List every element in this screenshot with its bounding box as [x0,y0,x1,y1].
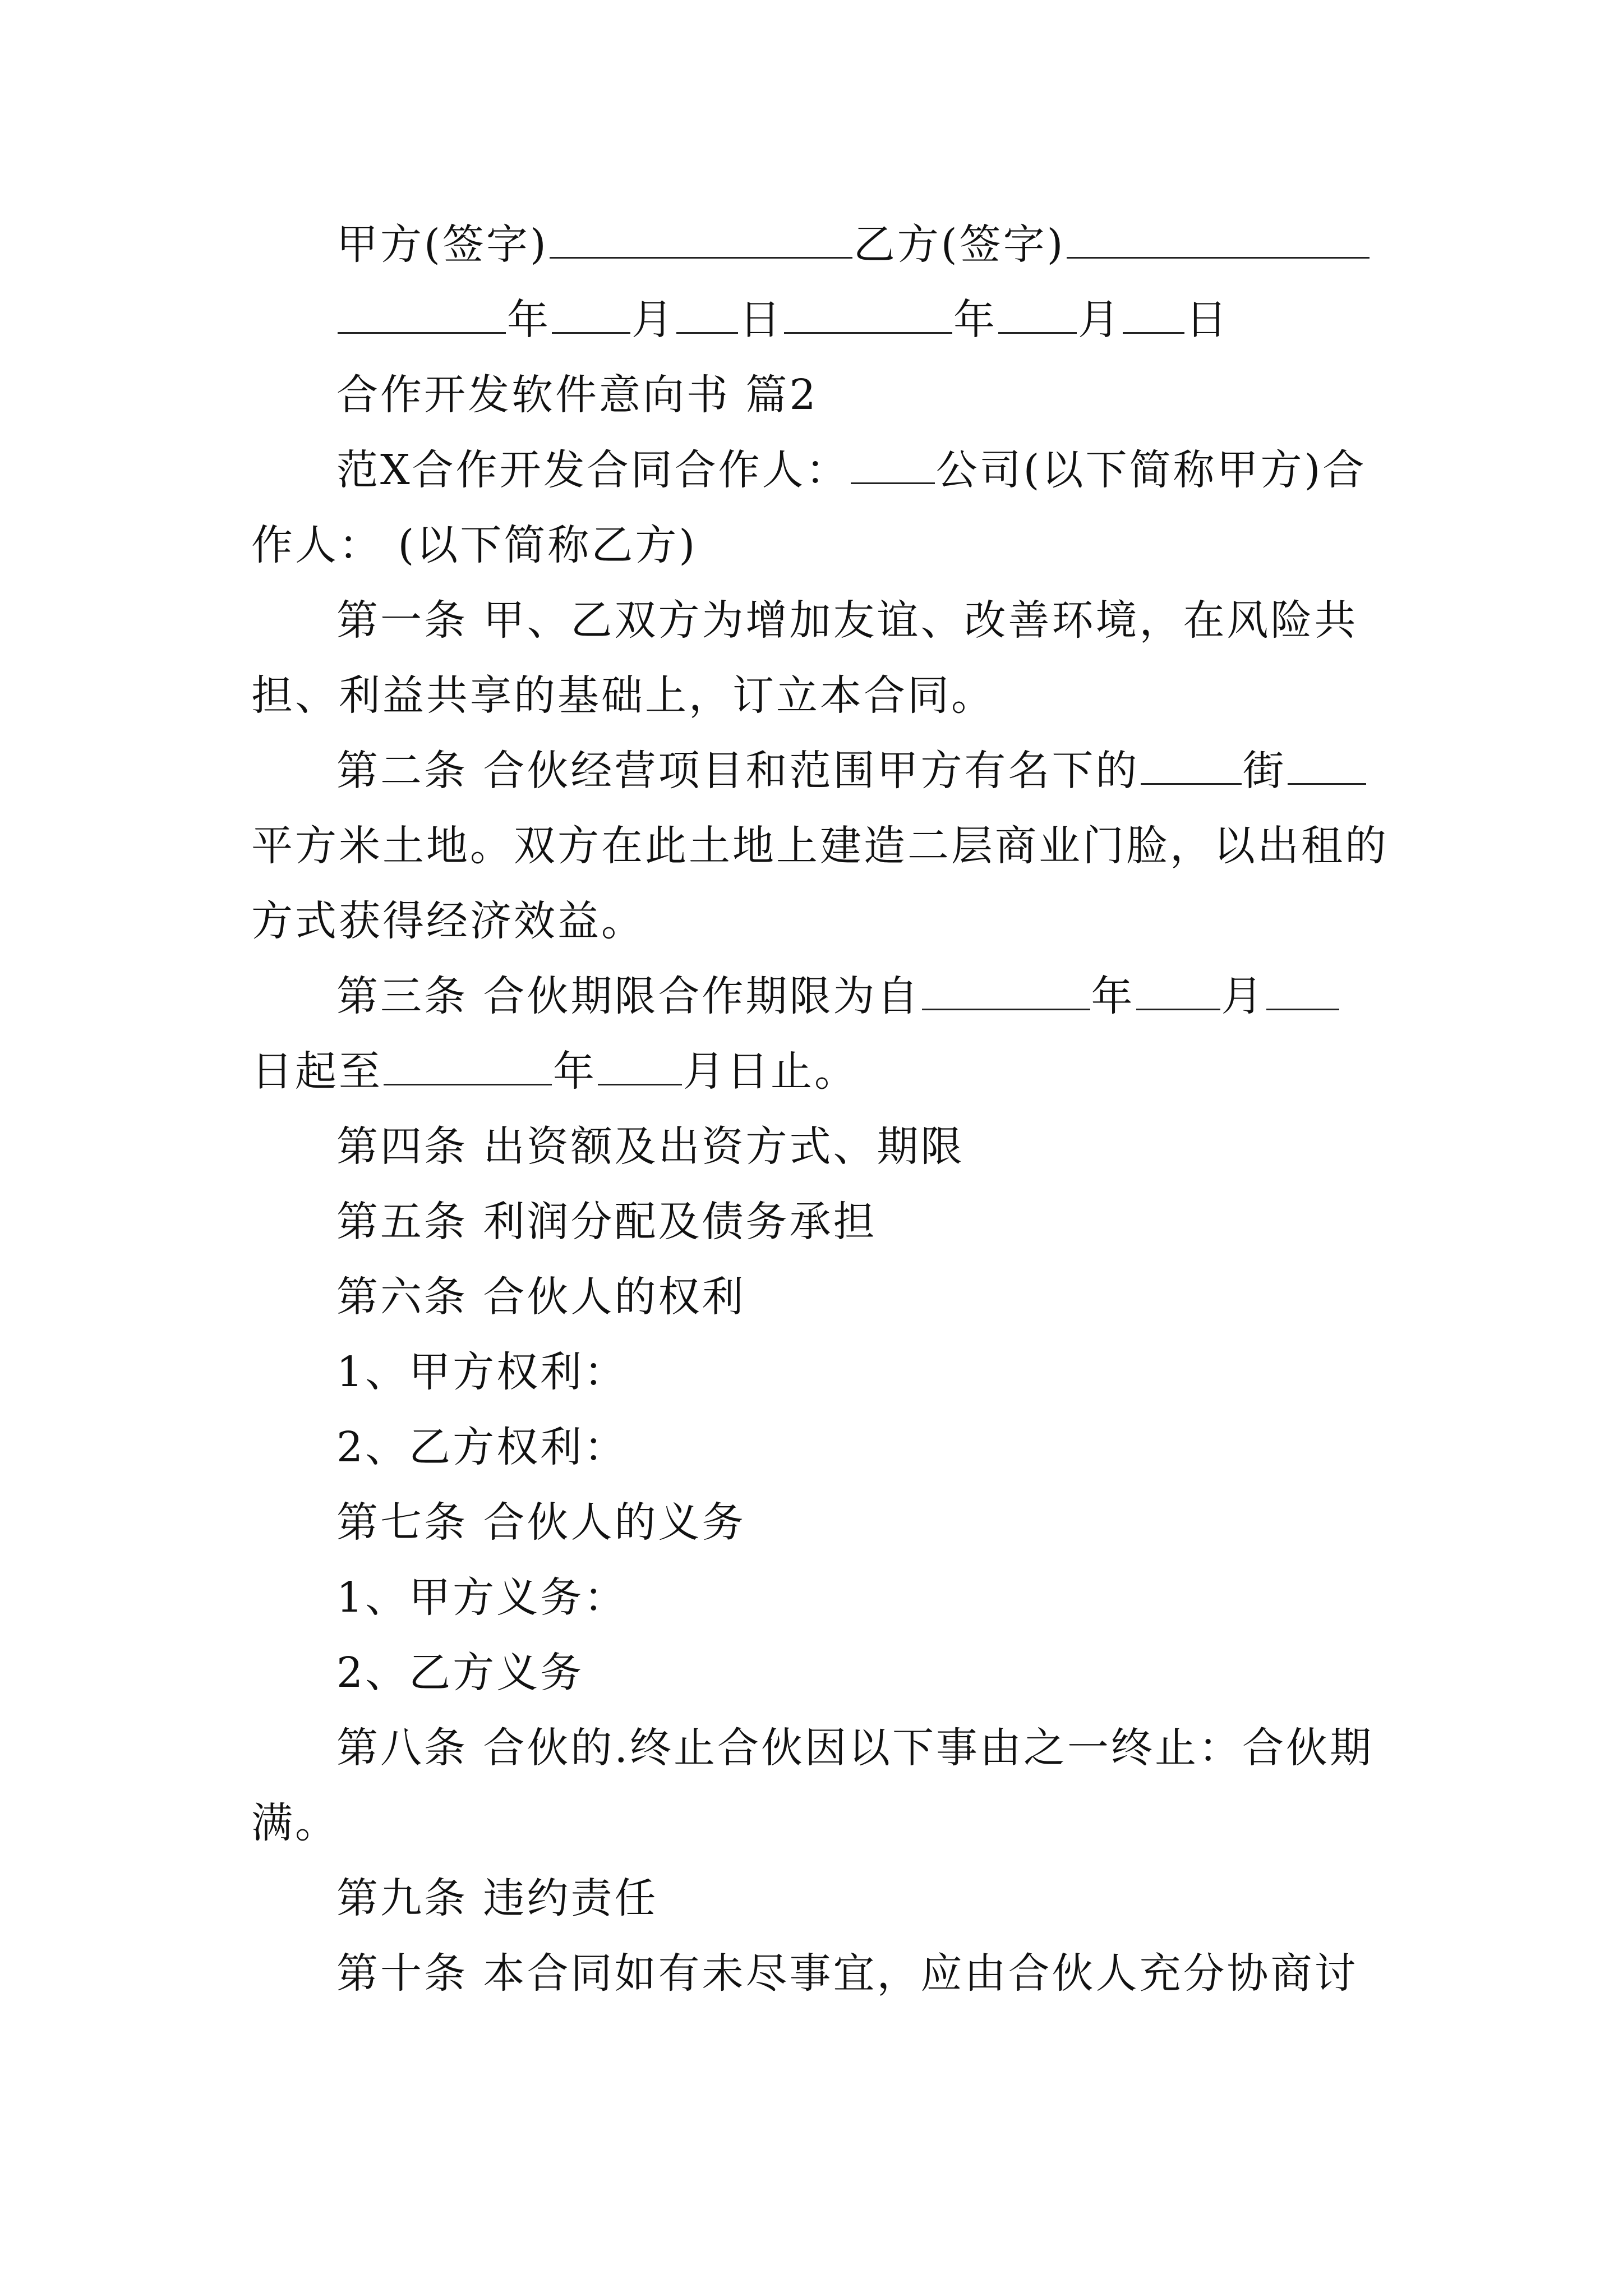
date-line [336,292,1374,348]
party-a-signature-blank[interactable] [550,222,852,259]
party-a-month-blank[interactable] [552,297,630,334]
party-a-year-blank[interactable] [338,297,506,334]
party-a-signature-label: 甲方(签字) [336,220,548,269]
intro-text: 公司(以下简称甲方)合 [935,446,1367,494]
article-text: 第三条 合伙期限合作期限为自 [336,972,921,1020]
article-2-line-1 [336,743,1374,799]
article-text: 年 [1091,972,1135,1020]
article-3-line-1 [336,968,1374,1024]
article-6-item-2: 2、乙方权利： [336,1423,628,1471]
start-month-blank[interactable] [1136,974,1220,1010]
article-8-line-2: 满。 [251,1799,339,1847]
start-year-blank[interactable] [922,974,1090,1010]
area-blank[interactable] [1288,748,1366,785]
month-label: 月 [1078,296,1122,344]
article-1-line-1: 第一条 甲、乙双方为增加友谊、改善环境，在风险共 [336,596,1358,645]
party-b-day-blank[interactable] [1123,297,1184,334]
article-text: 月 [1221,972,1265,1020]
intro-line-1 [336,442,1374,498]
article-9: 第九条 违约责任 [336,1874,658,1922]
company-blank[interactable] [851,448,935,484]
party-b-month-blank[interactable] [998,297,1077,334]
article-6: 第六条 合伙人的权利 [336,1273,746,1321]
article-1-line-2: 担、利益共享的基础上，订立本合同。 [251,671,995,720]
article-text: 年 [553,1047,597,1096]
article-8-line-1: 第八条 合伙的.终止合伙因以下事由之一终止：合伙期 [336,1724,1374,1772]
article-text: 月日止。 [683,1047,858,1096]
end-month-blank[interactable] [598,1049,682,1085]
intro-text: 范X合作开发合同合作人： [336,446,850,494]
article-4: 第四条 出资额及出资方式、期限 [336,1122,965,1171]
article-2-line-2: 平方米土地。双方在此土地上建造二层商业门脸，以出租的 [251,822,1389,870]
article-6-item-1: 1、甲方权利： [336,1348,628,1396]
end-year-blank[interactable] [384,1049,552,1085]
party-b-signature-label: 乙方(签字) [853,220,1066,269]
article-text: 日起至 [251,1047,382,1096]
article-7: 第七条 合伙人的义务 [336,1498,746,1547]
signature-line [336,217,1374,273]
party-a-day-blank[interactable] [676,297,738,334]
article-7-item-2: 2、乙方义务 [336,1649,584,1697]
article-10-line-1: 第十条 本合同如有未尽事宜，应由合伙人充分协商讨 [336,1949,1358,1998]
article-3-line-2 [251,1043,1373,1099]
article-7-item-1: 1、甲方义务： [336,1573,628,1622]
article-text: 街 [1242,747,1287,795]
street-blank[interactable] [1141,748,1242,785]
day-label: 日 [739,296,783,344]
day-label: 日 [1186,296,1229,344]
start-day-blank[interactable] [1266,974,1339,1010]
intro-line-2: 作人： (以下简称乙方) [251,521,698,569]
article-2-line-3: 方式获得经济效益。 [251,897,645,945]
month-label: 月 [631,296,675,344]
article-text: 第二条 合伙经营项目和范围甲方有名下的 [336,747,1140,795]
year-label: 年 [953,296,997,344]
year-label: 年 [507,296,551,344]
article-5: 第五条 利润分配及债务承担 [336,1198,877,1246]
party-b-signature-blank[interactable] [1067,222,1370,259]
party-b-year-blank[interactable] [784,297,952,334]
section-heading: 合作开发软件意向书 篇2 [336,371,818,419]
